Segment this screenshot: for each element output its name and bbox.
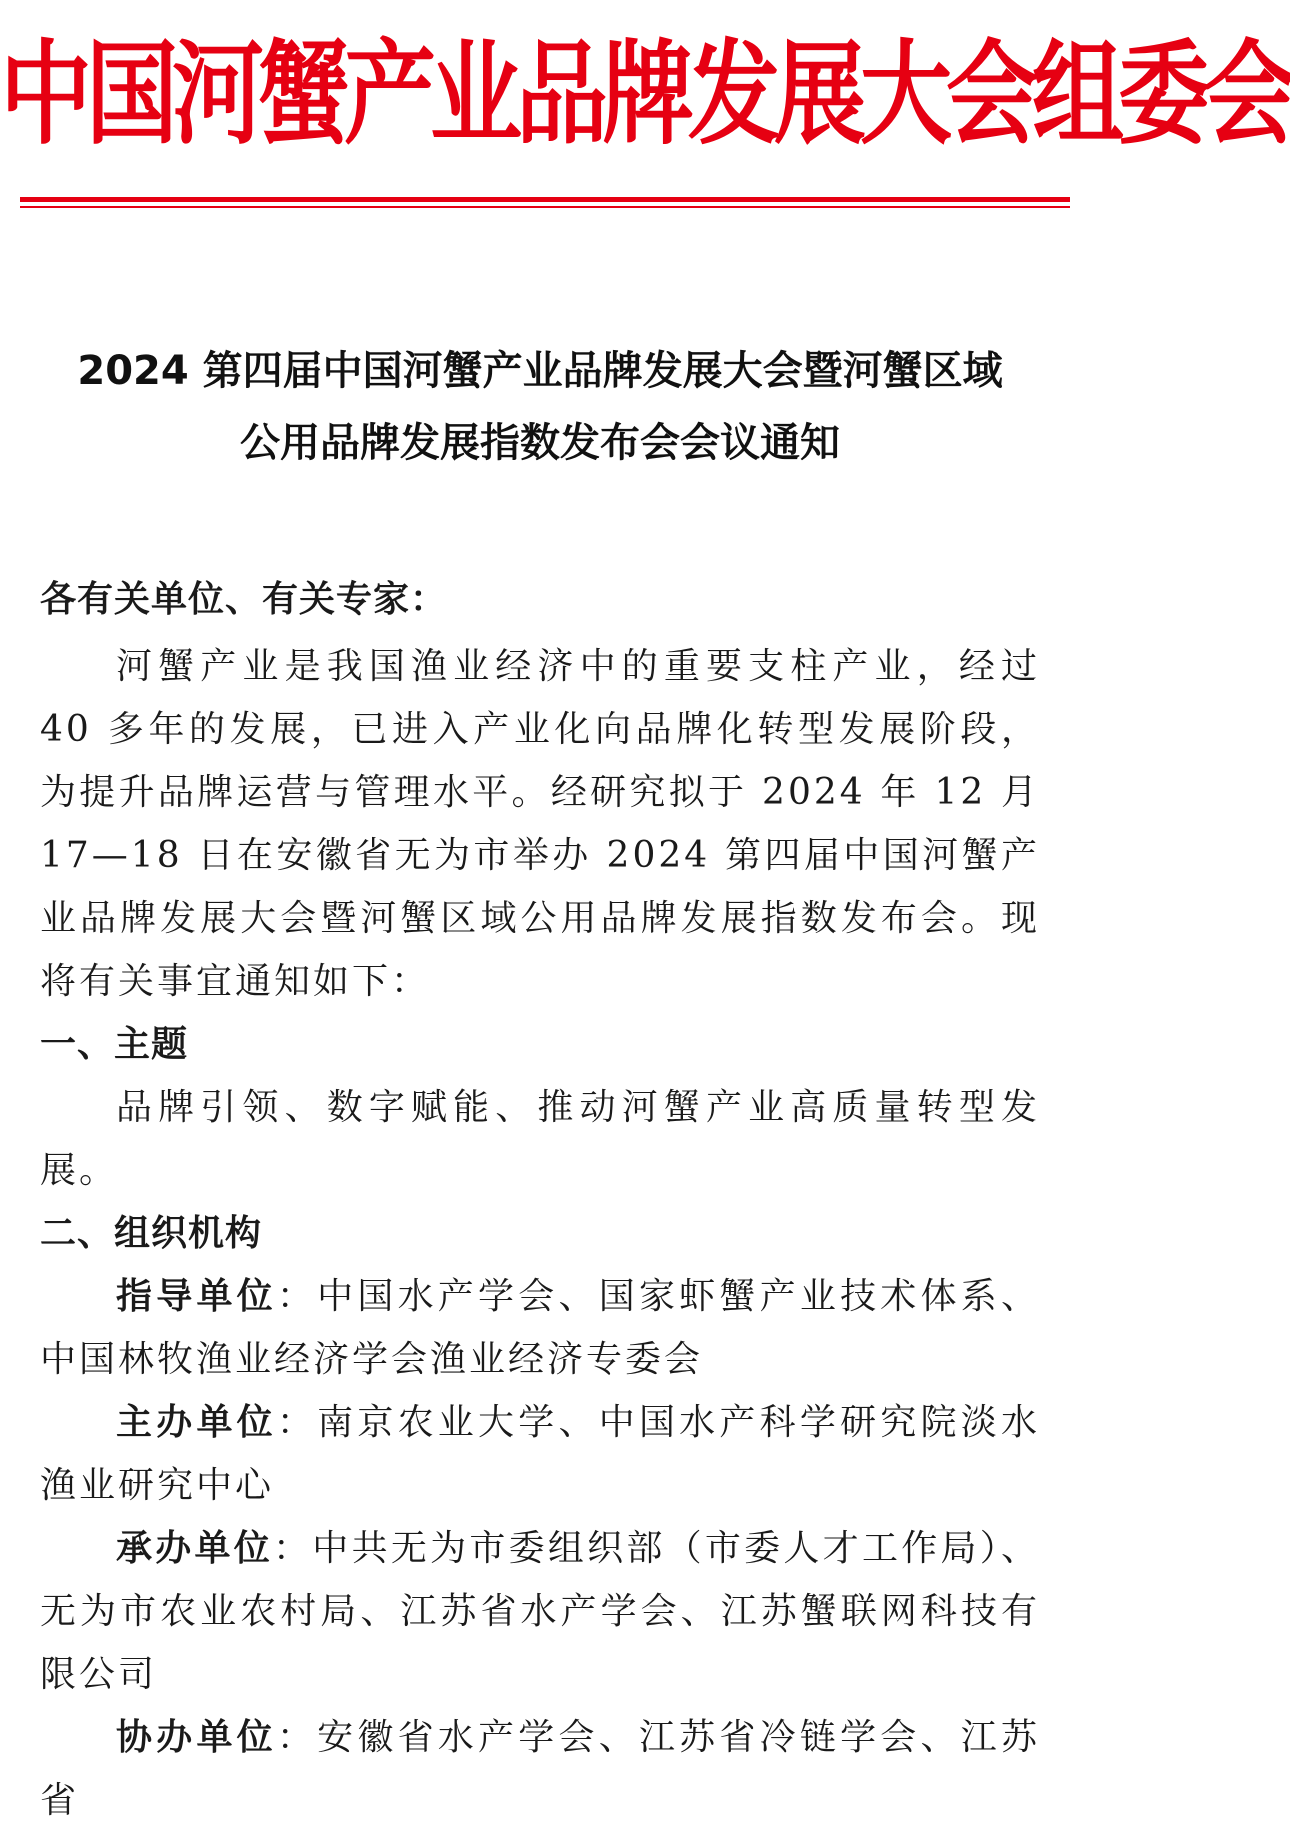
document-body: [40, 568, 1040, 1832]
theme-text: 品牌引领、数字赋能、推动河蟹产业高质量转型发展。: [40, 1087, 1040, 1191]
org-entry-host: [40, 1391, 1040, 1517]
letterhead: [0, 28, 1290, 160]
organization-name: 中国河蟹产业品牌发展大会组委会: [0, 29, 1290, 160]
org-entry-co-organizer: [40, 1706, 1040, 1832]
intro-paragraph: 河蟹产业是我国渔业经济中的重要支柱产业，经过 40 多年的发展，已进入产业化向品牌化转型发展阶段，为提升品牌运营与管理水平。经研究拟于 2024 年 12 月 17—18 日在安徽省无为市举办 2024 第四届中国河蟹产业品牌发展大会暨河蟹区域公用品牌发展指数发布会。现将有关事宜通知如下：: [40, 646, 1040, 1002]
org-entry-text: ：安徽省水产学会、江苏省冷链学会、江苏省: [40, 1717, 1040, 1821]
org-entry-guiding: [40, 1265, 1040, 1391]
org-entry-label: 主办单位: [116, 1402, 277, 1443]
section-heading-organization: 二、组织机构: [40, 1213, 263, 1254]
document-title-line-2: 公用品牌发展指数发布会会议通知: [240, 420, 840, 466]
section-heading-theme: 一、主题: [40, 1024, 189, 1065]
org-entry-organizer: [40, 1517, 1040, 1706]
org-entry-text: ：中国水产学会、国家虾蟹产业技术体系、中国林牧渔业经济学会渔业经济专委会: [40, 1276, 1040, 1380]
document-title-line-1: 2024 第四届中国河蟹产业品牌发展大会暨河蟹区域: [77, 348, 1003, 394]
salutation: 各有关单位、有关专家：: [40, 579, 448, 620]
document-title: [0, 335, 1080, 479]
letterhead-rule-thick: [20, 197, 1070, 202]
org-entry-label: 指导单位: [116, 1276, 277, 1317]
org-entry-text: ：南京农业大学、中国水产科学研究院淡水渔业研究中心: [40, 1402, 1040, 1506]
org-entry-label: 协办单位: [116, 1717, 277, 1758]
letterhead-rule-thin: [20, 206, 1070, 208]
org-entry-label: 承办单位: [116, 1528, 274, 1569]
org-entry-text: ：中共无为市委组织部（市委人才工作局）、无为市农业农村局、江苏省水产学会、江苏蟹联网科技有限公司: [40, 1528, 1040, 1695]
